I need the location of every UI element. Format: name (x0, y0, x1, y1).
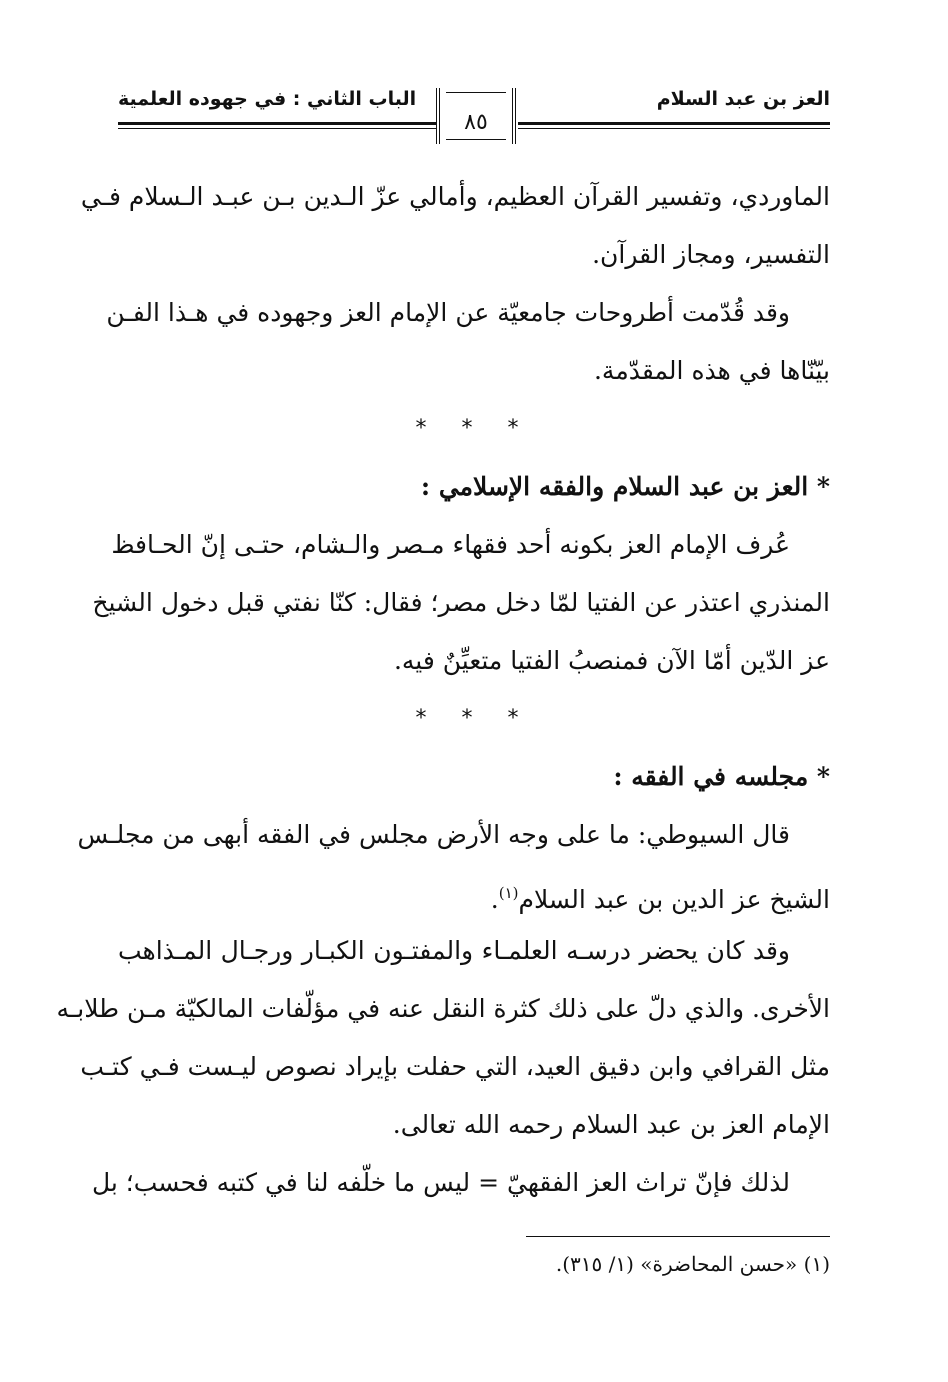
header-rule-right (518, 122, 830, 129)
text-line: عُرف الإمام العز بكونه أحد فقهاء مـصر والـشام، حتـى إنّ الحـافظ (111, 530, 790, 559)
header-chapter-title: الباب الثاني : في جهوده العلمية (118, 88, 417, 110)
text-line (118, 864, 830, 922)
text-line: عز الدّين أمّا الآن فمنصبُ الفتيا متعيِّنٌ فيه. (393, 646, 830, 675)
header-rule-left (118, 122, 436, 129)
text-line: بيّنّاها في هذه المقدّمة. (593, 356, 830, 385)
text-line: لذلك فإنّ تراث العز الفقهيّ = ليس ما خلّفه لنا في كتبه فحسب؛ بل (91, 1168, 790, 1197)
text-line: التفسير، ومجاز القرآن. (592, 240, 830, 269)
running-header (118, 82, 830, 154)
page-number: ٨٥ (464, 110, 488, 135)
text-span: . (490, 885, 499, 914)
text-span: الشيخ عز الدين بن عبد السلام (518, 885, 830, 914)
section-heading: * العز بن عبد السلام والفقه الإسلامي : (420, 472, 830, 501)
section-heading: * مجلسه في الفقه : (613, 762, 830, 791)
main-text (56, 168, 830, 1212)
text-line: الماوردي، وتفسير القرآن العظيم، وأمالي عزّ الـدين بـن عبـد الـسلام فـي (80, 182, 830, 211)
text-line: المنذري اعتذر عن الفتيا لمّا دخل مصر؛ فقال: كنّا نفتي قبل دخول الشيخ (92, 588, 830, 617)
text-line: وقد قُدّمت أطروحات جامعيّة عن الإمام العز وجهوده في هـذا الفـن (106, 298, 790, 327)
text-line: وقد كان يحضر درسـه العلمـاء والمفتـون الكبـار ورجـال المـذاهب (118, 936, 790, 965)
footnote: (١) «حسن المحاضرة» (١/ ٣١٥). (555, 1252, 830, 1276)
text-line: الأخرى. والذي دلّ على ذلك كثرة النقل عنه في مؤلّفات المالكيّة مـن طلابـه (56, 994, 830, 1023)
section-separator: * * * (415, 706, 533, 731)
section-separator: * * * (415, 416, 533, 441)
footnote-reference[interactable]: (١) (498, 884, 519, 902)
text-line: قال السيوطي: ما على وجه الأرض مجلس في الفقه أبهى من مجلـس (77, 820, 790, 849)
page-number-frame (436, 88, 516, 144)
header-book-title: العز بن عبد السلام (656, 88, 830, 110)
footnote-separator (526, 1236, 830, 1237)
text-line: مثل القرافي وابن دقيق العيد، التي حفلت بإيراد نصوص ليـست فـي كتـب (80, 1052, 830, 1081)
text-line: الإمام العز بن عبد السلام رحمه الله تعالى. (392, 1110, 830, 1139)
